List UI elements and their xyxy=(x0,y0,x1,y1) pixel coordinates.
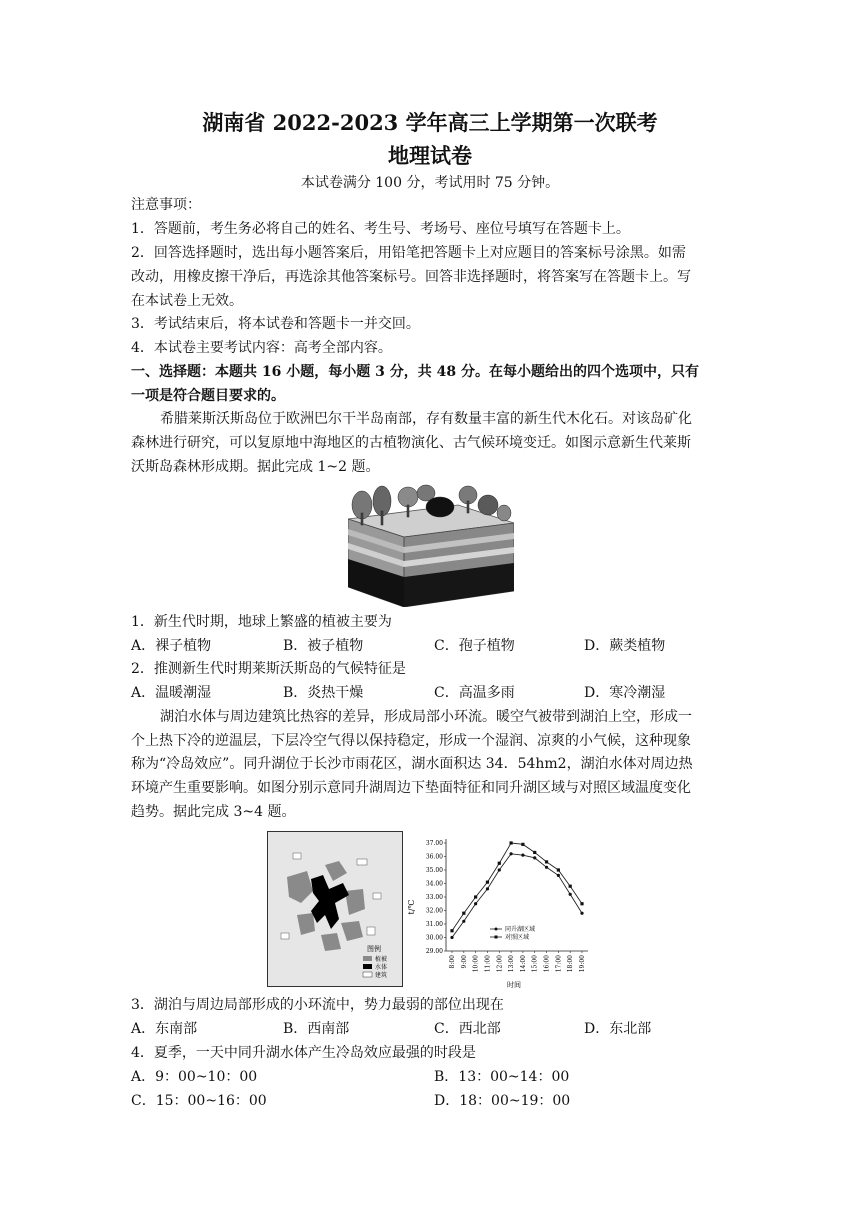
chart-legend-label: 对照区域 xyxy=(505,934,530,941)
exam-title: 湖南省 2022-2023 学年高三上学期第一次联考 xyxy=(202,110,658,135)
chart-series-line-1 xyxy=(452,854,582,938)
chart-y-axis-label: t/℃ xyxy=(407,899,416,915)
forest-block-diagram xyxy=(348,483,514,607)
q2-option-a[interactable]: A．温暖潮湿 xyxy=(131,685,212,701)
chart-point-series-1 xyxy=(521,854,524,857)
q1-option-b[interactable]: B．被子植物 xyxy=(283,638,364,654)
chart-x-axis-label: 时间 xyxy=(507,981,521,989)
passage1-line-2: 森林进行研究，可以复原地中海地区的古植物演化、古气候环境变迁。如图示意新生代莱斯 xyxy=(131,435,691,451)
chart-point-series-2 xyxy=(474,895,477,898)
chart-point-series-2 xyxy=(533,851,536,854)
q3-option-d[interactable]: D．东北部 xyxy=(584,1021,652,1037)
q4-option-c[interactable]: C．15：00~16：00 xyxy=(131,1093,267,1109)
chart-point-series-1 xyxy=(533,856,536,859)
passage1-line-1: 希腊莱斯沃斯岛位于欧洲巴尔干半岛南部，存有数量丰富的新生代木化石。对该岛矿化 xyxy=(160,411,692,427)
q2-option-b[interactable]: B．炎热干燥 xyxy=(283,685,364,701)
q4-option-a[interactable]: A．9：00~10：00 xyxy=(131,1069,258,1085)
chart-point-series-2 xyxy=(569,885,572,888)
chart-y-tick-label: 29.00 xyxy=(425,948,443,955)
chart-x-tick-label: 15:00 xyxy=(531,955,539,973)
notice-item-1: 1．答题前，考生务必将自己的姓名、考生号、考场号、座位号填写在答题卡上。 xyxy=(131,221,630,237)
chart-point-series-2 xyxy=(509,841,512,844)
chart-x-tick-label: 9:00 xyxy=(460,955,468,969)
passage1-line-3: 沃斯岛森林形成期。据此完成 1~2 题。 xyxy=(131,459,380,475)
passage2-line-3: 称为“冷岛效应”。同升湖位于长沙市雨花区，湖水面积达 34．54hm2，湖泊水体对周边热 xyxy=(131,756,693,772)
q3-option-a[interactable]: A．东南部 xyxy=(131,1021,198,1037)
chart-point-series-1 xyxy=(450,936,453,939)
chart-y-tick-label: 30.00 xyxy=(425,934,443,942)
notice-item-2-line-1: 2．回答选择题时，选出每小题答案后，用铅笔把答题卡上对应题目的答案标号涂黑。如需 xyxy=(131,245,686,261)
q1-option-d[interactable]: D．蕨类植物 xyxy=(584,638,666,654)
q3-option-c[interactable]: C．西北部 xyxy=(434,1021,501,1037)
section-heading-line-1: 一、选择题：本题共 16 小题，每小题 3 分，共 48 分。在每小题给出的四个选项中，只有 xyxy=(131,364,699,380)
q4-stem: 4．夏季，一天中同升湖水体产生冷岛效应最强的时段是 xyxy=(131,1045,476,1061)
exam-info: 本试卷满分 100 分，考试用时 75 分钟。 xyxy=(300,175,560,191)
chart-x-tick-label: 10:00 xyxy=(472,955,480,973)
q2-stem: 2．推测新生代时期莱斯沃斯岛的气候特征是 xyxy=(131,661,406,677)
q4-options-row-1 xyxy=(131,1066,731,1088)
chart-point-series-2 xyxy=(462,912,465,915)
q4-option-d[interactable]: D．18：00~19：00 xyxy=(434,1093,571,1109)
chart-x-tick-label: 13:00 xyxy=(508,955,516,973)
chart-point-series-2 xyxy=(486,881,489,884)
chart-x-tick-label: 14:00 xyxy=(519,955,527,973)
legend-building-swatch xyxy=(363,972,372,977)
chart-point-series-2 xyxy=(557,868,560,871)
chart-legend-label: 同升湖区域 xyxy=(505,926,536,933)
chart-point-series-1 xyxy=(462,920,465,923)
notice-heading: 注意事项： xyxy=(131,197,201,213)
chart-y-tick-label: 32.00 xyxy=(425,907,443,915)
q2-option-d[interactable]: D．寒冷潮湿 xyxy=(584,685,666,701)
notice-item-3: 3．考试结束后，将本试卷和答题卡一并交回。 xyxy=(131,316,420,332)
chart-x-tick-label: 12:00 xyxy=(496,955,504,973)
chart-legend-marker xyxy=(495,928,498,931)
legend-water-swatch xyxy=(363,964,372,969)
chart-point-series-1 xyxy=(557,874,560,877)
chart-x-tick-label: 11:00 xyxy=(484,955,492,973)
q3-stem: 3．湖泊与周边局部形成的小环流中，势力最弱的部位出现在 xyxy=(131,997,504,1013)
passage2-line-2: 个上热下冷的逆温层，下层冷空气得以保持稳定，形成一个湿润、凉爽的小气候，这种现象 xyxy=(131,733,691,749)
lake-landcover-map xyxy=(267,831,403,987)
notice-item-4: 4．本试卷主要考试内容：高考全部内容。 xyxy=(131,340,392,356)
chart-x-tick-label: 17:00 xyxy=(555,955,563,973)
chart-y-tick-label: 31.00 xyxy=(425,921,443,928)
chart-point-series-1 xyxy=(498,868,501,871)
temperature-line-chart xyxy=(406,833,596,989)
exam-subtitle: 地理试卷 xyxy=(388,143,472,168)
chart-y-tick-label: 35.00 xyxy=(425,867,443,874)
section-heading-line-2: 一项是符合题目要求的。 xyxy=(131,388,285,404)
notice-item-2-line-2: 改动，用橡皮擦干净后，再选涂其他答案标号。回答非选择题时，将答案写在答题卡上。写 xyxy=(131,269,691,285)
chart-x-tick-label: 16:00 xyxy=(543,955,551,973)
map-legend-water: 水体 xyxy=(375,964,388,971)
chart-y-tick-label: 36.00 xyxy=(425,853,443,861)
q2-options xyxy=(131,682,731,704)
chart-x-tick-label: 8:00 xyxy=(449,955,456,969)
q1-options xyxy=(131,635,731,657)
chart-point-series-1 xyxy=(545,866,548,869)
passage2-line-1: 湖泊水体与周边建筑比热容的差异，形成局部小环流。暖空气被带到湖泊上空，形成一 xyxy=(160,709,692,725)
notice-item-2-line-3: 在本试卷上无效。 xyxy=(131,293,243,309)
q2-option-c[interactable]: C．高温多雨 xyxy=(434,685,515,701)
passage2-line-4: 环境产生重要影响。如图分别示意同升湖周边下垫面特征和同升湖区域与对照区域温度变化 xyxy=(131,780,691,796)
chart-x-tick-label: 19:00 xyxy=(579,955,586,973)
q3-option-b[interactable]: B．西南部 xyxy=(283,1021,350,1037)
q4-option-b[interactable]: B．13：00~14：00 xyxy=(434,1069,570,1085)
chart-point-series-1 xyxy=(486,887,489,890)
chart-point-series-2 xyxy=(450,929,453,932)
chart-point-series-2 xyxy=(545,860,548,863)
chart-y-tick-label: 37.00 xyxy=(425,840,443,847)
q1-stem: 1．新生代时期，地球上繁盛的植被主要为 xyxy=(131,614,392,630)
chart-point-series-1 xyxy=(569,893,572,896)
passage2-line-5: 趋势。据此完成 3~4 题。 xyxy=(131,804,296,820)
map-legend-building: 建筑 xyxy=(375,972,388,979)
chart-x-tick-label: 18:00 xyxy=(567,955,575,973)
q1-option-a[interactable]: A．裸子植物 xyxy=(131,638,212,654)
chart-point-series-1 xyxy=(474,902,477,905)
chart-point-series-2 xyxy=(580,902,583,905)
q3-options xyxy=(131,1018,731,1040)
chart-legend-marker xyxy=(495,936,498,939)
chart-point-series-1 xyxy=(509,852,512,855)
chart-series-line-2 xyxy=(452,843,582,931)
chart-point-series-2 xyxy=(498,862,501,865)
q4-options-row-2 xyxy=(131,1090,731,1112)
q1-option-c[interactable]: C．孢子植物 xyxy=(434,638,515,654)
chart-point-series-2 xyxy=(521,843,524,846)
chart-y-tick-label: 33.00 xyxy=(425,894,443,901)
chart-y-tick-label: 34.00 xyxy=(425,880,443,888)
chart-point-series-1 xyxy=(580,912,583,915)
map-legend-title: 图例 xyxy=(367,945,381,953)
map-legend-veg: 植被 xyxy=(375,956,388,963)
legend-vegetation-swatch xyxy=(363,956,372,961)
